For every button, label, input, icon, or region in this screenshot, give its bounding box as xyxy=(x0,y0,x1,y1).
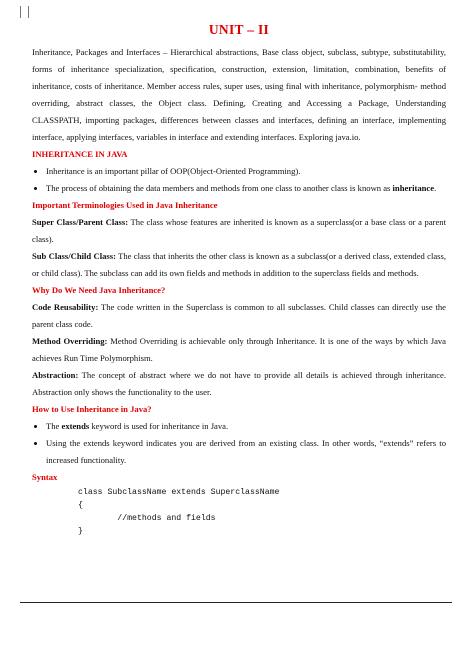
term-text: The class that inherits the other class is known as a subclass(or a derived class, extended class, or child class). The subclass can add its own fields and methods in addition to the superclass fields and methods. xyxy=(32,251,447,278)
margin-mark-left xyxy=(20,6,21,18)
list-item: • Inheritance is an important pillar of OOP(Object-Oriented Programming). xyxy=(46,163,446,180)
list-item xyxy=(46,418,446,435)
page-footer-rule xyxy=(20,602,452,603)
list-item-text: . xyxy=(434,183,437,193)
intro-paragraph: Inheritance, Packages and Interfaces – Hierarchical abstractions, Base class object, subclass, subtype, substitutability, forms of inheritance specialization, specification, construction, extension, limitation, combination, benefits of inheritance, costs of inheritance. Member access rules, super uses, using final with inheritance, polymorphism- method overriding, abstract classes, the Object class. Defining, Creating and Accessing a Package, Understanding CLASSPATH, importing packages, differences between classes and interfaces, defining an interface, implementing interface, applying interfaces, variables in interface and extending interfaces. Exploring java.io. xyxy=(32,47,446,142)
section-heading-why: Why Do We Need Java Inheritance? xyxy=(32,285,166,295)
abstraction-paragraph xyxy=(32,367,446,401)
term-label: Method Overriding: xyxy=(32,336,108,346)
syntax-code-block: class SubclassName extends SuperclassName { //methods and fields } xyxy=(78,488,280,536)
list-item-bold: extends xyxy=(61,421,90,431)
code-reusability-paragraph xyxy=(32,299,446,333)
list-item-text: The xyxy=(46,421,62,431)
term-text: The class whose features are inherited is known as a superclass(or a base class or a parent class). xyxy=(32,217,446,244)
unit-title: UNIT – II xyxy=(208,22,270,37)
list-item-text: The process of obtaining the data members and methods from one class to another class is known as xyxy=(46,183,393,193)
term-label: Super Class/Parent Class: xyxy=(32,217,129,227)
term-text: The concept of abstract where we do not have to provide all details is achieved through inheritance. Abstraction only shows the functionality to the user. xyxy=(32,370,446,397)
term-text: Method Overriding is achievable only through Inheritance. It is one of the ways by which Java achieves Run Time Polymorphism. xyxy=(32,336,446,363)
list-item xyxy=(46,180,446,197)
section-heading-inheritance: INHERITANCE IN JAVA xyxy=(32,149,128,159)
list-item: • Using the extends keyword indicates you are derived from an existing class. In other words, “extends” refers to increased functionality. xyxy=(46,435,446,469)
margin-mark-right xyxy=(28,6,29,18)
term-label: Sub Class/Child Class: xyxy=(32,251,116,261)
term-text: The code written in the Superclass is common to all subclasses. Child classes can directly use the parent class code. xyxy=(32,302,446,329)
document-page xyxy=(32,22,446,538)
list-item-bold: inheritance xyxy=(392,183,435,193)
method-overriding-paragraph xyxy=(32,333,446,367)
section-heading-how: How to Use Inheritance in Java? xyxy=(32,404,152,414)
section-heading-terminologies: Important Terminologies Used in Java Inheritance xyxy=(32,200,218,210)
sub-class-paragraph xyxy=(32,248,446,282)
section-heading-syntax: Syntax xyxy=(32,472,58,482)
list-item-text: keyword is used for inheritance in Java. xyxy=(89,421,229,431)
how-list xyxy=(32,418,446,469)
term-label: Code Reusability: xyxy=(32,302,99,312)
term-label: Abstraction: xyxy=(32,370,79,380)
inheritance-list xyxy=(32,163,446,197)
super-class-paragraph xyxy=(32,214,446,248)
